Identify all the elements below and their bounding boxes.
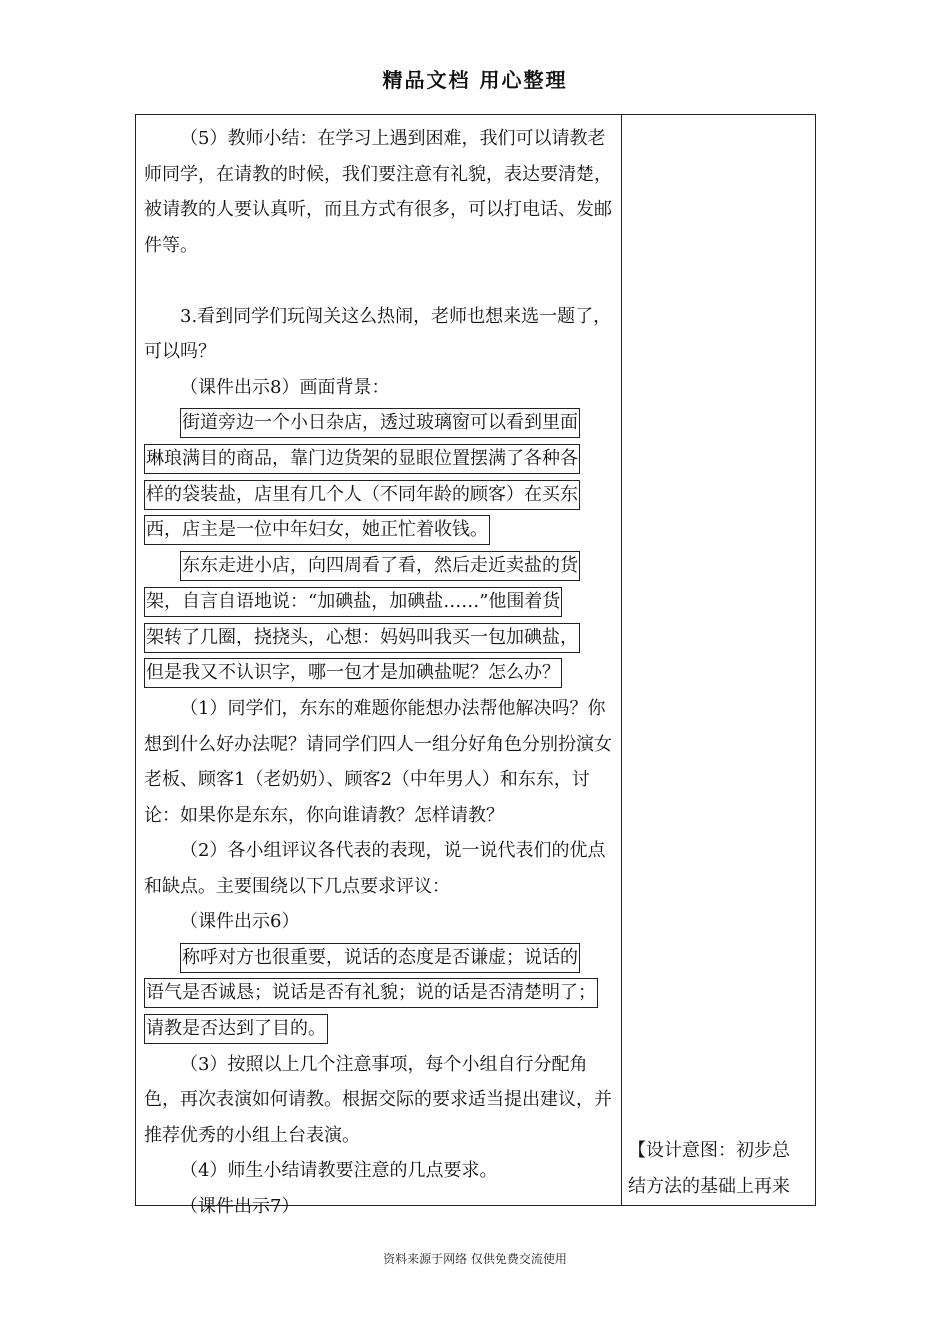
dongdong-story-box — [144, 548, 614, 691]
lesson-table — [135, 114, 816, 1217]
courseware-7-label: （课件出示7） — [180, 1195, 300, 1217]
teacher-summary-paragraph: （5）教师小结：在学习上遇到困难，我们可以请教老师同学，在请教的时候，我们要注意有礼貌，表达要清楚，被请教的人要认真听，而且方式有很多，可以打电话、发邮件等。 — [144, 128, 612, 256]
teaching-process-cell — [144, 121, 614, 1224]
boxed-line: 称呼对方也很重要，说话的态度是否谦虚；说话的 — [180, 943, 580, 973]
column-divider — [621, 115, 622, 1205]
question-4-paragraph: （4）师生小结请教要注意的几点要求。 — [180, 1160, 498, 1182]
boxed-line: 请教是否达到了目的。 — [144, 1014, 328, 1044]
boxed-line: 东东走进小店，向四周看了看，然后走近卖盐的货 — [180, 551, 580, 581]
blank-line — [144, 263, 614, 299]
boxed-line: 但是我又不认识字，哪一包才是加碘盐呢？怎么办？ — [144, 658, 562, 688]
page-header: 精品文档 用心整理 — [382, 68, 568, 92]
activity-3-intro: 3.看到同学们玩闯关这么热闹，老师也想来选一题了，可以吗？ — [144, 305, 612, 362]
page-footer: 资料来源于网络 仅供免费交流使用 — [383, 1252, 567, 1266]
boxed-line: 架转了几圈，挠挠头，心想：妈妈叫我买一包加碘盐， — [144, 623, 580, 653]
question-1-paragraph: （1）同学们，东东的难题你能想办法帮他解决吗？你想到什么好办法呢？请同学们四人一组分好角色分别扮演女老板、顾客1（老奶奶）、顾客2（中年男人）和东东，讨论：如果你是东东，你向谁请教？怎样请教？ — [144, 698, 612, 826]
boxed-line: 语气是否诚恳；说话是否有礼貌；说的话是否清楚明了； — [144, 978, 598, 1008]
question-2-paragraph: （2）各小组评议各代表的表现，说一说代表们的优点和缺点。主要围绕以下几点要求评议： — [144, 840, 606, 897]
boxed-line: 西，店主是一位中年妇女，她正忙着收钱。 — [144, 515, 490, 545]
boxed-line: 琳琅满目的商品，靠门边货架的显眼位置摆满了各种各 — [144, 444, 580, 474]
boxed-line: 街道旁边一个小日杂店，透过玻璃窗可以看到里面 — [180, 408, 580, 438]
design-intent-line: 【设计意图：初步总 — [628, 1140, 790, 1161]
scene-background-box — [144, 405, 614, 548]
design-intent-cell — [628, 1133, 810, 1204]
evaluation-criteria-box — [144, 940, 614, 1047]
design-intent-line: 结方法的基础上再来 — [628, 1175, 790, 1197]
question-3-paragraph: （3）按照以上几个注意事项，每个小组自行分配角色，再次表演如何请教。根据交际的要求适当提出建议，并推荐优秀的小组上台表演。 — [144, 1053, 612, 1146]
boxed-line: 架，自言自语地说：“加碘盐，加碘盐……”他围着货 — [144, 587, 562, 617]
courseware-6-label: （课件出示6） — [180, 911, 300, 932]
courseware-8-label: （课件出示8）画面背景： — [180, 376, 390, 398]
boxed-line: 样的袋装盐，店里有几个人（不同年龄的顾客）在买东 — [144, 480, 580, 510]
